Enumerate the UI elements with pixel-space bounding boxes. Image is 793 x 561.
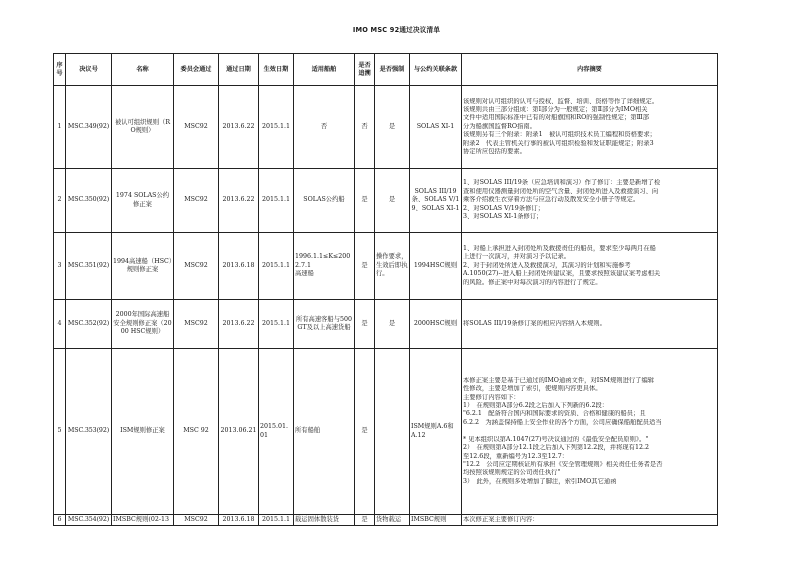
cell-name: ISM规则修正案 <box>112 349 174 515</box>
cell-applicable-ship: 所有船舶 <box>294 349 355 515</box>
cell-committee: MSC 92 <box>174 349 219 515</box>
header-new-ship: 是否强制 <box>375 54 410 86</box>
summary-line: "6.2.1 配备符合国内和国际要求的资质、合格和健康的船员；且 <box>463 410 646 418</box>
cell-name: 1994高速船（HSC）规则修正案 <box>112 233 174 300</box>
summary-line: 均按照该规则规定的公司责任执行" <box>463 469 561 477</box>
cell-adopt-date: 2013.6.18 <box>219 515 259 526</box>
cell-res-no: MSC.354(92) <box>66 515 112 526</box>
cell-effect-date: 2015.01.01 <box>259 349 294 515</box>
cell-adopt-date: 2013.06.21 <box>219 349 259 515</box>
cell-applicable-ship <box>294 233 355 300</box>
summary-line: 至12.6段，重新编号为12.3至12.7： <box>463 452 569 460</box>
cell-res-no: MSC.353(92) <box>66 349 112 515</box>
summary-line: 该规则共由三部分组成：第Ⅰ部分为一般规定；第Ⅱ部分为IMO相关 <box>463 105 648 113</box>
cell-summary <box>462 86 718 169</box>
cell-summary <box>462 515 718 526</box>
cell-summary <box>462 349 718 515</box>
cell-existing-ship: 否 <box>355 86 375 169</box>
summary-line: 分为船旗国监督RO指南。 <box>463 122 536 130</box>
resolution-table <box>53 53 718 526</box>
cell-seq: 5 <box>54 349 66 515</box>
cell-new-ship: 操作要求，生效后即执行。 <box>375 233 410 300</box>
applicable-line: 2.7.1 <box>295 261 312 269</box>
cell-new-ship: 是 <box>375 169 410 233</box>
cell-committee: MSC92 <box>174 233 219 300</box>
header-adopt-date: 通过日期 <box>219 54 259 86</box>
cell-new-ship: 是 <box>375 300 410 349</box>
cell-committee: MSC92 <box>174 86 219 169</box>
summary-line: 文件中适用国际标准中已有的对船旗国和RO的强制性规定；第Ⅲ部 <box>463 114 649 122</box>
cell-new-ship: 货物载运 <box>375 515 410 526</box>
summary-line: 性修改，主要是增加了索引，使规则内容更具体。 <box>463 385 602 393</box>
summary-line: 主要修订内容如下： <box>463 393 520 401</box>
cell-summary <box>462 169 718 233</box>
cell-applicable-ship: SOLAS公约船 <box>294 169 355 233</box>
summary-line: 的风险。修正案中对每次演习的内容进行了规定。 <box>463 278 602 286</box>
cell-existing-ship: 是 <box>355 169 375 233</box>
cell-seq: 4 <box>54 300 66 349</box>
cell-applicable-ship: 所有高速客船与500GT及以上高速货船 <box>294 300 355 349</box>
cell-effect-date: 2015.1.1 <box>259 169 294 233</box>
table-row <box>54 169 718 233</box>
summary-line: 3） 此外，在规则多处增加了脚注，索引IMO其它通函 <box>463 477 617 485</box>
header-name: 名称 <box>112 54 174 86</box>
cell-adopt-date: 2013.6.22 <box>219 86 259 169</box>
summary-line: 该规则对认可组织的认可与授权、监督、培训、资格等作了详细规定。 <box>463 97 659 105</box>
cell-name: 被认可组织规则（RO规则） <box>112 86 174 169</box>
table-row <box>54 233 718 300</box>
table-row <box>54 515 718 526</box>
cell-new-ship <box>375 349 410 515</box>
summary-line: 2、对SOLAS V/19条修订； <box>463 204 544 212</box>
table-row <box>54 349 718 515</box>
cell-existing-ship: 是 <box>355 300 375 349</box>
summary-line: 1） 在规则第A部分6.2段之后加入下列新的6.2段： <box>463 402 609 410</box>
cell-summary <box>462 300 718 349</box>
cell-applicable-ship: 载运固体散装货 <box>294 515 355 526</box>
summary-line: 乘客介绍救生衣穿着方法与应急行动及散发安全小册子等规定。 <box>463 196 640 204</box>
cell-effect-date: 2015.1.1 <box>259 86 294 169</box>
cell-related-conv: 2000HSC规则 <box>410 300 462 349</box>
cell-existing-ship: 是 <box>355 233 375 300</box>
cell-adopt-date: 2013.6.22 <box>219 300 259 349</box>
cell-res-no: MSC.349(92) <box>66 86 112 169</box>
summary-line <box>463 427 716 435</box>
cell-seq: 6 <box>54 515 66 526</box>
cell-existing-ship: 是 <box>355 515 375 526</box>
cell-res-no: MSC.351(92) <box>66 233 112 300</box>
cell-name: 1974 SOLAS公约修正案 <box>112 169 174 233</box>
header-related-conv: 与公约关联条款 <box>410 54 462 86</box>
summary-line: 查和使用仪器测量封闭处所的空气含量、封闭处所进入及救援演习、向 <box>463 187 659 195</box>
cell-related-conv: IMSBC规则 <box>410 515 462 526</box>
summary-line: 2、对于封闭处所进入及救援演习，其演习的计划和实施参考 <box>463 261 631 269</box>
cell-adopt-date: 2013.6.22 <box>219 169 259 233</box>
cell-seq: 2 <box>54 169 66 233</box>
cell-adopt-date: 2013.6.18 <box>219 233 259 300</box>
header-row <box>54 54 718 86</box>
header-seq: 序号 <box>54 54 66 86</box>
summary-line: 1、对SOLAS III/19条（应急培训和演习）作了修订：主要是新增了检 <box>463 179 661 187</box>
summary-line: 将SOLAS III/19条修订案的相应内容纳入本规则。 <box>463 319 606 327</box>
summary-line: 本修正案主要是基于已通过的IMO通函文件，对ISM规则进行了编辑 <box>463 376 655 384</box>
summary-line: 附录2 代表主管机关行事的被认可组织检验和发证职能规定；附录3 <box>463 139 654 147</box>
cell-res-no: MSC.352(92) <box>66 300 112 349</box>
summary-line: 1、对船上承担进入封闭处所及救援责任的船员，要求至少每两月在船 <box>463 244 656 252</box>
cell-committee: MSC92 <box>174 300 219 349</box>
header-effect-date: 生效日期 <box>259 54 294 86</box>
header-summary: 内容摘要 <box>462 54 718 86</box>
summary-line: "12.2 公司应定期核证所有承担《安全管理规则》相关责任任务者是否 <box>463 460 663 468</box>
cell-seq: 3 <box>54 233 66 300</box>
header-committee: 委员会通过 <box>174 54 219 86</box>
table-row <box>54 86 718 169</box>
summary-line: * 见本组织以第A.1047(27)号决议通过的《最低安全配员原则》。" <box>463 435 649 443</box>
table-row <box>54 300 718 349</box>
header-applicable-ship: 适用船舶 <box>294 54 355 86</box>
applicable-line: 1996.1.1≤K≤200 <box>295 253 351 261</box>
cell-name: IMSBC规则(02-13 <box>112 515 174 526</box>
cell-related-conv: SOLAS XI-1 <box>410 86 462 169</box>
cell-seq: 1 <box>54 86 66 169</box>
summary-line: 6.2.2 为涵盖保持船上安全作业的各个方面，公司应确保船舶配员适当 <box>463 418 662 426</box>
page-title: IMO MSC 92通过决议清单 <box>352 26 441 34</box>
cell-effect-date: 2015.1.1 <box>259 233 294 300</box>
cell-res-no: MSC.350(92) <box>66 169 112 233</box>
applicable-line: 高速船 <box>295 270 314 278</box>
cell-effect-date: 2015.1.1 <box>259 515 294 526</box>
cell-effect-date: 2015.1.1 <box>259 300 294 349</box>
cell-new-ship: 是 <box>375 86 410 169</box>
cell-summary <box>462 233 718 300</box>
summary-line: 该规则另有三个附录：附录1 被认可组织技术员工编程和资格要求； <box>463 131 656 139</box>
summary-line: 3、对SOLAS XI-1条修订； <box>463 213 543 221</box>
cell-related-conv: ISM规则A.6和A.12 <box>410 349 462 515</box>
header-res-no: 决议号 <box>66 54 112 86</box>
cell-related-conv: SOLAS III/19条、SOLAS V/19、SOLAS XI-1 <box>410 169 462 233</box>
header-existing-ship: 是否追溯 <box>355 54 375 86</box>
summary-line: 2） 在规则第A部分12.1段之后加入下列第12.2段，并将现有12.2 <box>463 444 649 452</box>
summary-line: 上进行一次演习，并对演习予以记录。 <box>463 253 571 261</box>
cell-related-conv: 1994HSC规则 <box>410 233 462 300</box>
cell-applicable-ship: 否 <box>294 86 355 169</box>
cell-existing-ship: 是 <box>355 349 375 515</box>
summary-line: A.1050(27)--进入船上封闭处所建议案，且要求按照该建议案考虑相关 <box>463 270 661 278</box>
summary-line: 协定所应包括的要素。 <box>463 148 526 156</box>
cell-name: 2000年国际高速船安全规则修正案（2000 HSC规则） <box>112 300 174 349</box>
cell-committee: MSC92 <box>174 169 219 233</box>
summary-line: 本次修正案主要修订内容： <box>463 515 539 523</box>
cell-committee: MSC92 <box>174 515 219 526</box>
